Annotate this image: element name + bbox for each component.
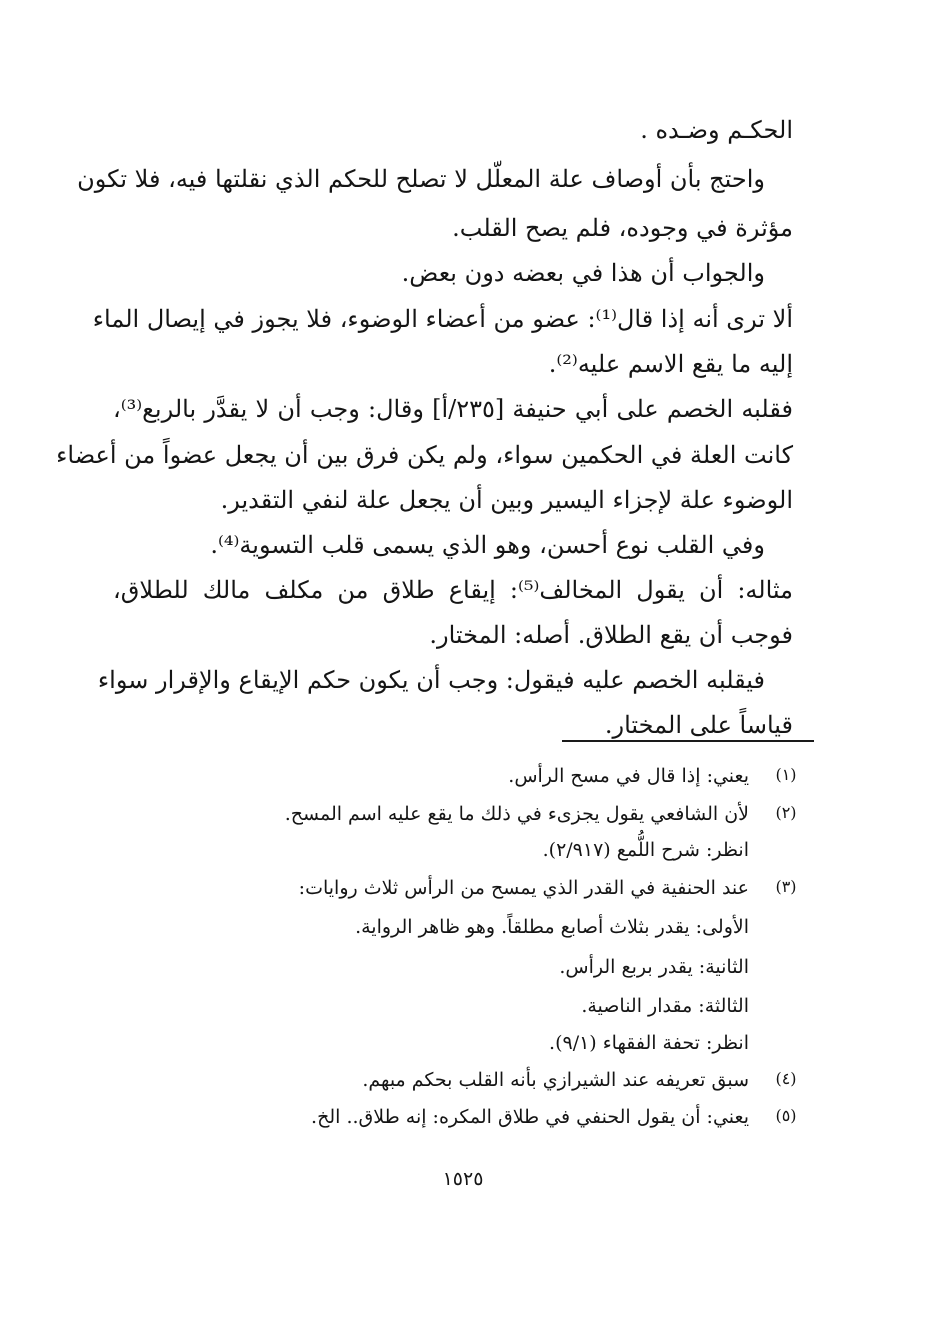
body-line-14: قياساً على المختار.: [604, 711, 793, 739]
footnote-number: (٥): [775, 1106, 797, 1125]
footnote-text: يعني: إذا قال في مسح الرأس.: [508, 765, 749, 787]
footnote-number: (٢): [775, 803, 797, 822]
body-line-1: الحكـم وضـده .: [640, 116, 793, 144]
footnote-text: عند الحنفية في القدر الذي يمسح من الرأس ثلاث روايات:: [298, 877, 749, 899]
footnote-text: يعني: أن يقول الحنفي في طلاق المكره: إنه طلاق.. الخ.: [311, 1106, 749, 1128]
footnote-text: الثانية: يقدر بربع الرأس.: [559, 956, 749, 978]
footnote-text: انظر: تحفة الفقهاء (٩/١).: [549, 1032, 749, 1054]
body-line-13: فيقلبه الخصم عليه فيقول: وجب أن يكون حكم الإيقاع والإقرار سواء: [97, 666, 765, 694]
footnote-text: سبق تعريفه عند الشيرازي بأنه القلب بحكم مبهم.: [362, 1069, 749, 1091]
footnote-text: الأولى: يقدر بثلاث أصابع مطلقاً. وهو ظاهر الرواية.: [355, 916, 749, 938]
footnote-number: (٣): [775, 877, 797, 896]
footnote-text: لأن الشافعي يقول يجزىء في ذلك ما يقع عليه اسم المسح.: [284, 803, 749, 825]
body-line-3: مؤثرة في وجوده، فلم يصح القلب.: [452, 214, 793, 242]
body-line-11: مثاله: أن يقول المخالف⁽⁵⁾: إيقاع طلاق من مكلف مالك للطلاق،: [113, 576, 793, 604]
footnote-separator: [562, 740, 814, 742]
body-line-10: وفي القلب نوع أحسن، وهو الذي يسمى قلب التسوية⁽⁴⁾.: [210, 531, 765, 559]
footnote-text: انظر: شرح اللُّمع (٢/٩١٧).: [542, 839, 749, 861]
body-line-12: فوجب أن يقع الطلاق. أصله: المختار.: [429, 621, 793, 649]
body-line-9: الوضوء علة لإجزاء اليسير وبين أن يجعل علة لنفي التقدير.: [220, 486, 793, 514]
page-number: ١٥٢٥: [442, 1168, 484, 1190]
footnote-number: (١): [775, 765, 797, 784]
body-line-5: ألا ترى أنه إذا قال⁽¹⁾: عضو من أعضاء الوضوء، فلا يجوز في إيصال الماء: [92, 305, 793, 333]
footnote-text: الثالثة: مقدار الناصية.: [581, 995, 749, 1017]
body-line-6: إليه ما يقع الاسم عليه⁽²⁾.: [548, 350, 793, 378]
body-line-7: فقلبه الخصم على أبي حنيفة [٢٣٥/أ] وقال: وجب أن لا يقدَّر بالربع⁽³⁾،: [113, 395, 793, 423]
body-line-2: واحتج بأن أوصاف علة المعلّل لا تصلح للحكم الذي نقلتها فيه، فلا تكون: [77, 165, 765, 193]
footnote-number: (٤): [775, 1069, 797, 1088]
body-line-4: والجواب أن هذا في بعضه دون بعض.: [401, 259, 765, 287]
body-line-8: كانت العلة في الحكمين سواء، ولم يكن فرق بين أن يجعل عضواً من أعضاء: [56, 441, 793, 469]
